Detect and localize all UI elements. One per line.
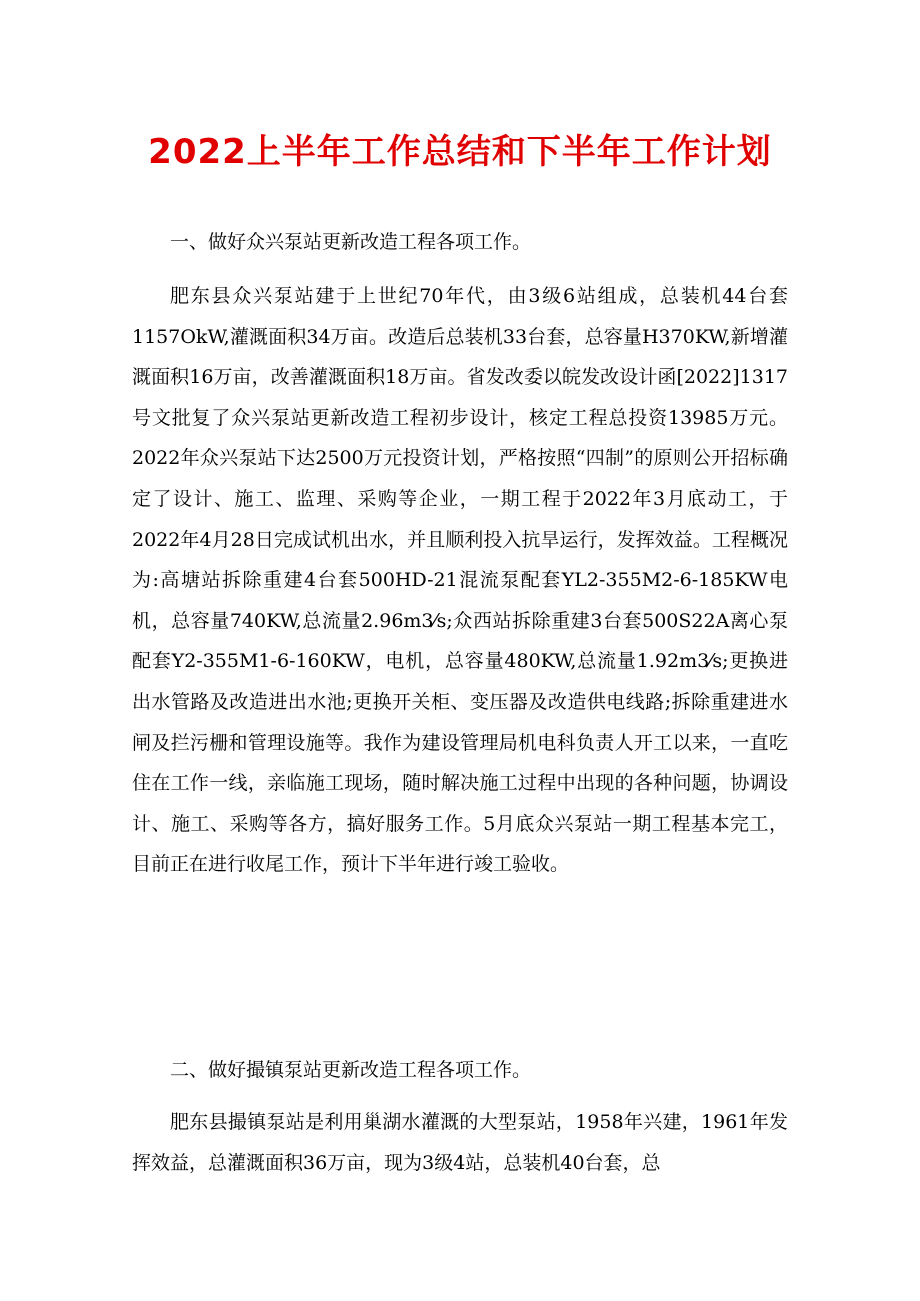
section-1-paragraph: 肥东县众兴泵站建于上世纪70年代，由3级6站组成，总装机44台套1157OkW,灌溉面积34万亩。改造后总装机33台套，总容量H370KW,新增灌溉面积16万亩，改善灌溉面积18万亩。省发改委以皖发改设计函[2022]1317号文批复了众兴泵站更新改造工程初步设计，核定工程总投资13985万元。2022年众兴泵站下达2500万元投资计划，严格按照“四制”的原则公开招标确定了设计、施工、监理、采购等企业，一期工程于2022年3月底动工，于2022年4月28日完成试机出水，并且顺利投入抗旱运行，发挥效益。工程概况为:高塘站拆除重建4台套500HD-21混流泵配套YL2-355M2-6-185KW电机，总容量740KW,总流量2.96m3⁄s;众西站拆除重建3台套500S22A离心泵配套Y2-355M1-6-160KW，电机，总容量480KW,总流量1.92m3⁄s;更换进出水管路及改造进出水池;更换开关柜、变压器及改造供电线路;拆除重建进水闸及拦污栅和管理设施等。我作为建设管理局机电科负责人开工以来，一直吃住在工作一线，亲临施工现场，随时解决施工过程中出现的各种问题，协调设计、施工、采购等各方，搞好服务工作。5月底众兴泵站一期工程基本完工，目前正在进行收尾工作，预计下半年进行竣工验收。 <box>132 285 788 876</box>
section-2-heading-block <box>132 1050 788 1091</box>
section-1-heading-block <box>132 222 788 263</box>
section-2-paragraph: 肥东县撮镇泵站是利用巢湖水灌溉的大型泵站，1958年兴建，1961年发挥效益，总灌溉面积36万亩，现为3级4站，总装机40台套，总 <box>132 1111 788 1174</box>
document-title: 2022上半年工作总结和下半年工作计划 <box>148 132 772 172</box>
section-2-heading: 二、做好撮镇泵站更新改造工程各项工作。 <box>170 1059 532 1081</box>
section-1-body <box>132 276 788 885</box>
section-1-heading: 一、做好众兴泵站更新改造工程各项工作。 <box>170 231 532 253</box>
section-2-body <box>132 1102 788 1183</box>
